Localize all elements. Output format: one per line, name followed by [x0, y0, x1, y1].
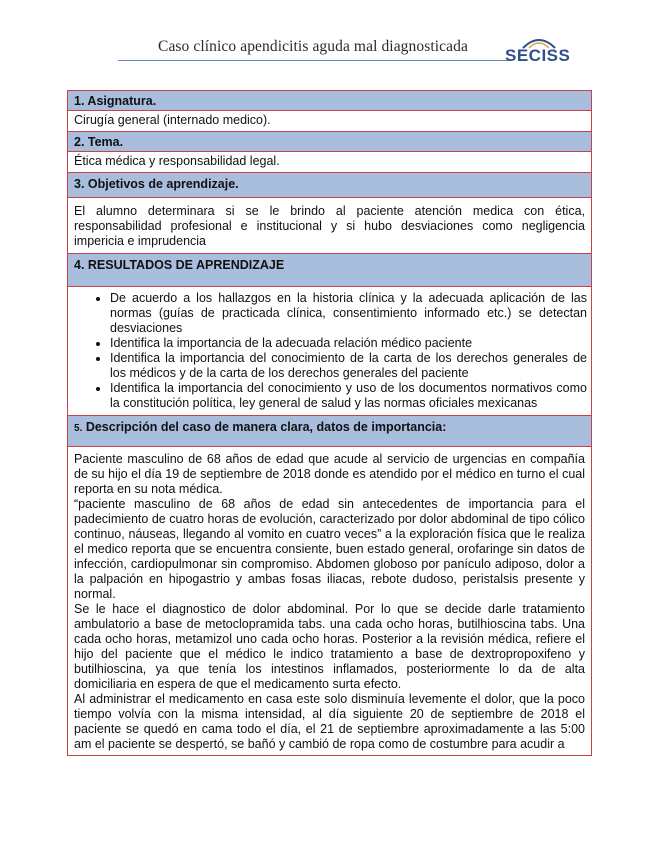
section-3-heading: 3. Objetivos de aprendizaje. [68, 173, 591, 198]
seciss-logo [505, 34, 577, 70]
case-table [67, 90, 592, 756]
document-title: Caso clínico apendicitis aguda mal diagnosticada [158, 38, 468, 55]
list-item: • Identifica la importancia de la adecuada relación médico paciente [110, 336, 591, 351]
page-header [0, 0, 655, 76]
case-paragraph: “paciente masculino de 68 años de edad sin antecedentes de importancia para el padecimiento de cuatro horas de evolución, caracterizado por dolor abdominal de tipo cólico continuo, náuseas, llegando al vomito en cuatro veces” a la exploración física que le realiza el medico reporta que se encuentra consiente, buen estado general, orofaringe sin datos de infección, cardiopulmonar sin compromiso. Abdomen globoso por panículo adiposo, dolor a la palpación en hipogastrio y ambas fosas iliacas, rebote dudoso, peristalsis presente y normal. [74, 497, 585, 601]
list-item: • Identifica la importancia del conocimiento y uso de los documentos normativos como la constitución política, ley general de salud y las normas oficiales mexicanas [110, 381, 591, 411]
section-5-number: 5. [74, 423, 83, 434]
section-5-heading [68, 416, 591, 447]
section-1-heading: 1. Asignatura. [68, 91, 591, 111]
case-paragraph: Al administrar el medicamento en casa este solo disminuía levemente el dolor, que la poco tiempo volvía con la misma intensidad, al día siguiente 20 de septiembre de 2018 el paciente se quedó en cama todo el día, el 21 de septiembre aproximadamente a las 5:00 am el paciente se despertó, se bañó y cambió de ropa como de costumbre para acudir a [74, 692, 585, 751]
case-paragraph: Se le hace el diagnostico de dolor abdominal. Por lo que se decide darle tratamiento ambulatorio a base de metoclopramida tabs. una cada ocho horas, butilhioscina tabs. Una cada ocho horas, metamizol uno cada ocho horas. Posterior a la revisión médica, refiere el hijo del paciente que el médico le indico tratamiento a base de dextropropoxifeno y butilhioscina, ya que tenía los intestinos inflamados, posteriormente lo da de alta domiciliaria en espera de que el medicamento surta efecto. [74, 602, 585, 691]
case-paragraph: Paciente masculino de 68 años de edad que acude al servicio de urgencias en compañía de su hijo el día 19 de septiembre de 2018 donde es atendido por el médico en turno el cual reporta en su nota médica. [74, 452, 585, 496]
section-4-heading: 4. RESULTADOS DE APRENDIZAJE [68, 254, 591, 287]
list-item: • De acuerdo a los hallazgos en la historia clínica y la adecuada aplicación de las normas (guías de practicada clínica, consentimiento informado etc.) se detectan desviaciones [110, 291, 591, 336]
list-item: • Identifica la importancia del conocimiento de la carta de los derechos generales de los médicos y de la carta de los derechos generales del paciente [110, 351, 591, 381]
section-4-body [68, 291, 591, 416]
section-2-heading: 2. Tema. [68, 132, 591, 152]
logo-text: SECISS [505, 46, 571, 65]
outcomes-list [68, 291, 591, 411]
section-5-body [68, 447, 591, 755]
section-5-title: Descripción del caso de manera clara, datos de importancia: [82, 420, 447, 434]
section-1-body: Cirugía general (internado medico). [68, 111, 591, 132]
section-2-body: Ética médica y responsabilidad legal. [68, 152, 591, 173]
header-rule [118, 60, 508, 61]
section-3-body: El alumno determinara si se le brindo al paciente atención medica con ética, responsabilidad profesional e institucional y si hubo desviaciones como negligencia impericia e imprudencia [68, 198, 591, 254]
